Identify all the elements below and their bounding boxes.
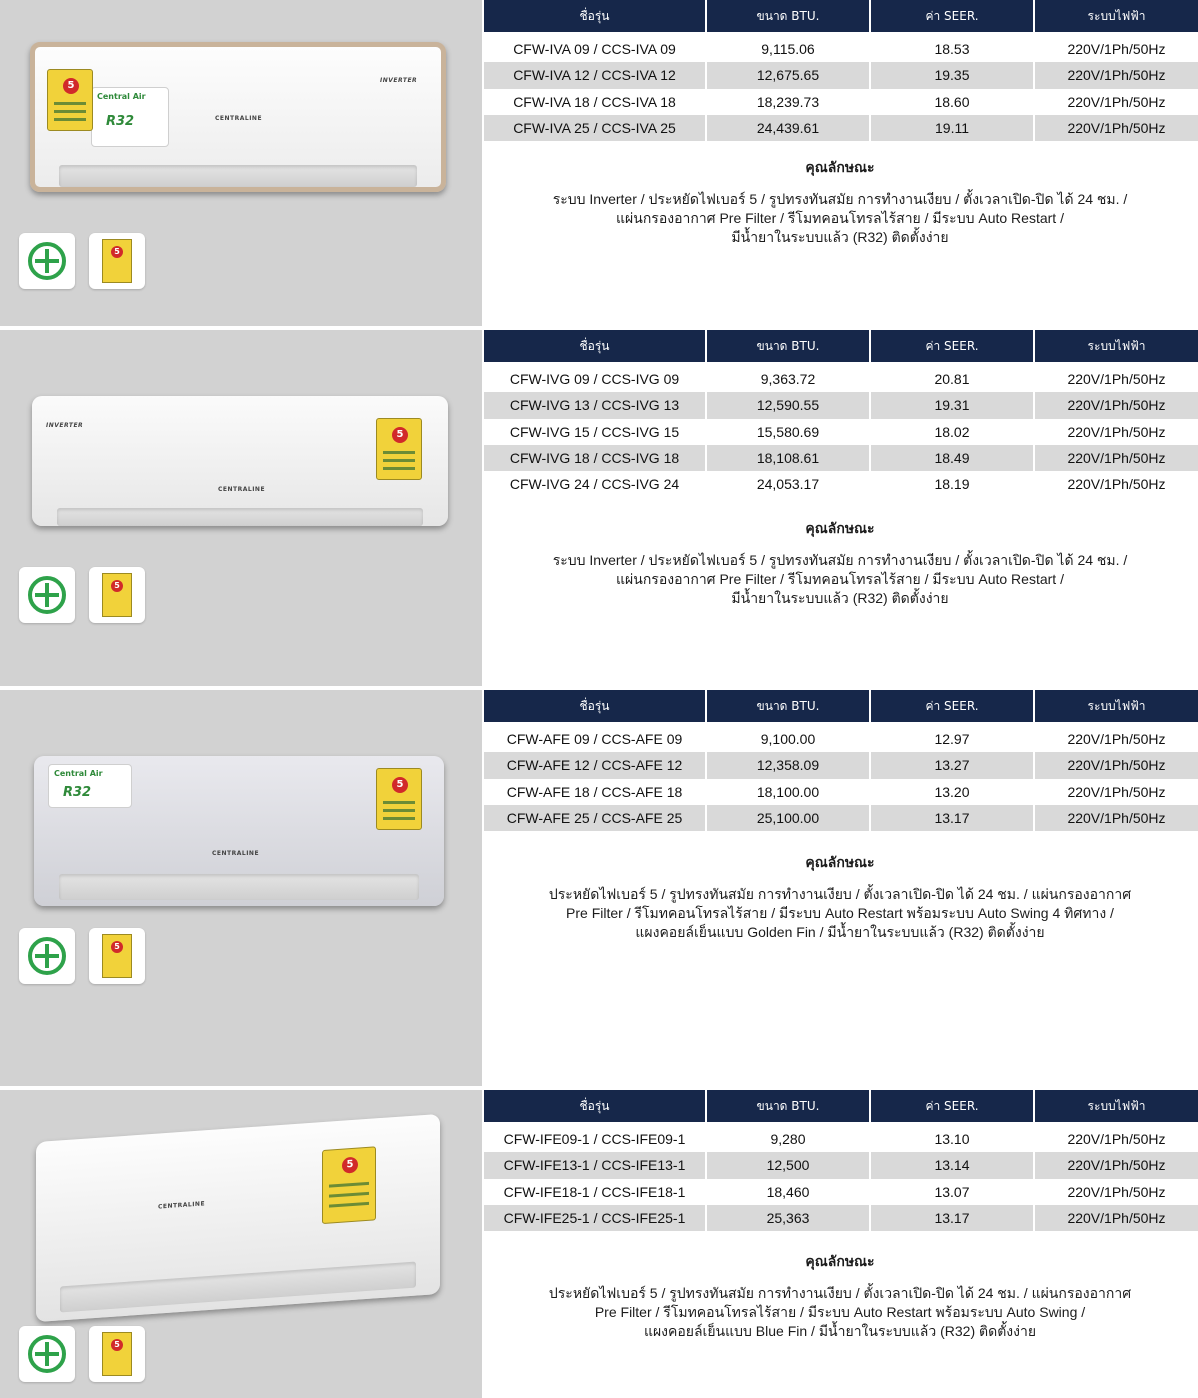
- inverter-mark: INVERTER: [46, 422, 84, 429]
- brand-mark: CENTRALINE: [212, 850, 260, 857]
- cell-btu: 15,580.69: [707, 419, 871, 445]
- air-vent: [59, 874, 420, 900]
- header-model: ชื่อรุ่น: [484, 690, 707, 722]
- cell-btu: 18,100.00: [707, 779, 871, 805]
- product-image-panel: [0, 0, 482, 326]
- product-section-4: [0, 1090, 1198, 1398]
- spec-table: [484, 690, 1198, 831]
- cell-seer: 13.17: [871, 1205, 1035, 1231]
- cell-btu: 24,439.61: [707, 115, 871, 141]
- table-row: [484, 471, 1198, 497]
- table-row: [484, 805, 1198, 831]
- brand-mark: CENTRALINE: [158, 1200, 206, 1211]
- cell-btu: 12,358.09: [707, 752, 871, 778]
- air-conditioner-image: [30, 42, 446, 192]
- brand-mark: CENTRALINE: [215, 115, 263, 122]
- product-section-2: [0, 330, 1198, 686]
- cell-power: 220V/1Ph/50Hz: [1035, 726, 1198, 752]
- cell-model: CFW-IFE25-1 / CCS-IFE25-1: [484, 1205, 707, 1231]
- cell-seer: 19.11: [871, 115, 1035, 141]
- cell-power: 220V/1Ph/50Hz: [1035, 1126, 1198, 1152]
- cell-model: CFW-IVA 18 / CCS-IVA 18: [484, 89, 707, 115]
- header-power: ระบบไฟฟ้า: [1035, 690, 1198, 722]
- cell-power: 220V/1Ph/50Hz: [1035, 62, 1198, 88]
- features-line: มีน้ำยาในระบบแล้ว (R32) ติดตั้งง่าย: [731, 590, 949, 606]
- energy-label-badge-icon: 5: [89, 928, 145, 984]
- green-label-badge-icon: [19, 233, 75, 289]
- table-row: [484, 779, 1198, 805]
- cell-power: 220V/1Ph/50Hz: [1035, 1179, 1198, 1205]
- cell-model: CFW-IVG 24 / CCS-IVG 24: [484, 471, 707, 497]
- cell-btu: 12,590.55: [707, 392, 871, 418]
- features-text: [522, 1284, 1158, 1341]
- spec-table: [484, 330, 1198, 497]
- cell-power: 220V/1Ph/50Hz: [1035, 36, 1198, 62]
- header-btu: ขนาด BTU.: [707, 330, 871, 362]
- cell-btu: 25,100.00: [707, 805, 871, 831]
- green-label-badge-icon: [19, 928, 75, 984]
- cell-model: CFW-IVG 13 / CCS-IVG 13: [484, 392, 707, 418]
- header-power: ระบบไฟฟ้า: [1035, 0, 1198, 32]
- cell-btu: 12,675.65: [707, 62, 871, 88]
- r32-sticker: [48, 764, 132, 808]
- cell-model: CFW-IVA 12 / CCS-IVA 12: [484, 62, 707, 88]
- cell-btu: 9,280: [707, 1126, 871, 1152]
- table-row: [484, 36, 1198, 62]
- cell-model: CFW-AFE 18 / CCS-AFE 18: [484, 779, 707, 805]
- cell-model: CFW-IVG 15 / CCS-IVG 15: [484, 419, 707, 445]
- product-image-panel: [0, 1090, 482, 1398]
- features-line: แผงคอยล์เย็นแบบ Blue Fin / มีน้ำยาในระบบแล้ว (R32) ติดตั้งง่าย: [643, 1323, 1037, 1339]
- header-btu: ขนาด BTU.: [707, 690, 871, 722]
- cell-seer: 13.17: [871, 805, 1035, 831]
- air-vent: [59, 165, 416, 187]
- spec-panel: [482, 1090, 1198, 1398]
- green-label-badge-icon: [19, 1326, 75, 1382]
- cell-btu: 18,108.61: [707, 445, 871, 471]
- features-text: [522, 551, 1158, 608]
- table-row: [484, 752, 1198, 778]
- cell-power: 220V/1Ph/50Hz: [1035, 805, 1198, 831]
- air-vent: [57, 508, 423, 526]
- header-model: ชื่อรุ่น: [484, 1090, 707, 1122]
- inverter-mark: INVERTER: [380, 77, 418, 84]
- features-line: Pre Filter / รีโมทคอนโทรลไร้สาย / มีระบบ Auto Restart พร้อมระบบ Auto Swing 4 ทิศทาง /: [566, 905, 1114, 921]
- header-seer: ค่า SEER.: [871, 690, 1035, 722]
- air-conditioner-image: [34, 756, 444, 906]
- cell-model: CFW-IVG 09 / CCS-IVG 09: [484, 366, 707, 392]
- product-image-panel: [0, 330, 482, 686]
- cell-model: CFW-IVA 09 / CCS-IVA 09: [484, 36, 707, 62]
- table-row: [484, 366, 1198, 392]
- table-row: [484, 1126, 1198, 1152]
- air-vent: [60, 1262, 416, 1313]
- cell-seer: 18.49: [871, 445, 1035, 471]
- cell-power: 220V/1Ph/50Hz: [1035, 1152, 1198, 1178]
- header-power: ระบบไฟฟ้า: [1035, 1090, 1198, 1122]
- spec-panel: [482, 690, 1198, 1086]
- spec-panel: [482, 330, 1198, 686]
- cell-seer: 18.53: [871, 36, 1035, 62]
- table-row: [484, 62, 1198, 88]
- table-row: [484, 1179, 1198, 1205]
- cell-seer: 18.60: [871, 89, 1035, 115]
- cell-power: 220V/1Ph/50Hz: [1035, 366, 1198, 392]
- cell-power: 220V/1Ph/50Hz: [1035, 392, 1198, 418]
- cell-seer: 13.14: [871, 1152, 1035, 1178]
- cell-model: CFW-IFE18-1 / CCS-IFE18-1: [484, 1179, 707, 1205]
- cell-seer: 18.02: [871, 419, 1035, 445]
- header-power: ระบบไฟฟ้า: [1035, 330, 1198, 362]
- table-row: [484, 1205, 1198, 1231]
- cell-btu: 24,053.17: [707, 471, 871, 497]
- features-line: แผงคอยล์เย็นแบบ Golden Fin / มีน้ำยาในระบบแล้ว (R32) ติดตั้งง่าย: [635, 924, 1045, 940]
- table-row: [484, 89, 1198, 115]
- energy-label-badge-icon: 5: [89, 1326, 145, 1382]
- cell-seer: 13.27: [871, 752, 1035, 778]
- cell-power: 220V/1Ph/50Hz: [1035, 752, 1198, 778]
- cell-btu: 12,500: [707, 1152, 871, 1178]
- spec-table: [484, 1090, 1198, 1231]
- features-title: คุณลักษณะ: [805, 160, 875, 176]
- features-title: คุณลักษณะ: [805, 1254, 875, 1270]
- table-row: [484, 726, 1198, 752]
- cell-btu: 18,239.73: [707, 89, 871, 115]
- features-text: [522, 885, 1158, 942]
- energy-label-badge-icon: 5: [89, 567, 145, 623]
- features-line: แผ่นกรองอากาศ Pre Filter / รีโมทคอนโทรลไร้สาย / มีระบบ Auto Restart /: [616, 210, 1064, 226]
- cell-power: 220V/1Ph/50Hz: [1035, 471, 1198, 497]
- sticker-r32: R32: [106, 114, 135, 129]
- cell-seer: 13.07: [871, 1179, 1035, 1205]
- cell-power: 220V/1Ph/50Hz: [1035, 115, 1198, 141]
- header-btu: ขนาด BTU.: [707, 0, 871, 32]
- table-row: [484, 445, 1198, 471]
- table-row: [484, 419, 1198, 445]
- cell-model: CFW-IFE09-1 / CCS-IFE09-1: [484, 1126, 707, 1152]
- air-conditioner-image: [32, 396, 448, 526]
- spec-table: [484, 0, 1198, 141]
- product-section-3: [0, 690, 1198, 1086]
- cell-seer: 13.10: [871, 1126, 1035, 1152]
- cell-power: 220V/1Ph/50Hz: [1035, 89, 1198, 115]
- header-btu: ขนาด BTU.: [707, 1090, 871, 1122]
- header-model: ชื่อรุ่น: [484, 330, 707, 362]
- product-section-1: [0, 0, 1198, 326]
- cell-power: 220V/1Ph/50Hz: [1035, 419, 1198, 445]
- cell-seer: 12.97: [871, 726, 1035, 752]
- cell-btu: 9,363.72: [707, 366, 871, 392]
- cell-seer: 13.20: [871, 779, 1035, 805]
- cell-btu: 9,100.00: [707, 726, 871, 752]
- features-text: [522, 190, 1158, 247]
- features-line: Pre Filter / รีโมทคอนโทรลไร้สาย / มีระบบ Auto Restart พร้อมระบบ Auto Swing /: [594, 1304, 1086, 1320]
- features-line: มีน้ำยาในระบบแล้ว (R32) ติดตั้งง่าย: [731, 229, 949, 245]
- cell-model: CFW-IVG 18 / CCS-IVG 18: [484, 445, 707, 471]
- cell-seer: 19.31: [871, 392, 1035, 418]
- cell-btu: 18,460: [707, 1179, 871, 1205]
- spec-panel: [482, 0, 1198, 326]
- header-seer: ค่า SEER.: [871, 0, 1035, 32]
- green-label-badge-icon: [19, 567, 75, 623]
- cell-btu: 25,363: [707, 1205, 871, 1231]
- features-title: คุณลักษณะ: [805, 855, 875, 871]
- cell-model: CFW-AFE 25 / CCS-AFE 25: [484, 805, 707, 831]
- header-seer: ค่า SEER.: [871, 330, 1035, 362]
- energy-label-icon: 5: [376, 768, 422, 830]
- cell-power: 220V/1Ph/50Hz: [1035, 445, 1198, 471]
- r32-sticker: [91, 87, 169, 147]
- sticker-text: Central Air: [54, 769, 103, 778]
- cell-power: 220V/1Ph/50Hz: [1035, 779, 1198, 805]
- features-title: คุณลักษณะ: [805, 521, 875, 537]
- cell-seer: 20.81: [871, 366, 1035, 392]
- brand-mark: CENTRALINE: [218, 486, 266, 493]
- cell-seer: 18.19: [871, 471, 1035, 497]
- cell-model: CFW-AFE 09 / CCS-AFE 09: [484, 726, 707, 752]
- features-line: ระบบ Inverter / ประหยัดไฟเบอร์ 5 / รูปทรงทันสมัย การทำงานเงียบ / ตั้งเวลาเปิด-ปิด ได้ 24 ชม. /: [552, 552, 1128, 568]
- features-line: ประหยัดไฟเบอร์ 5 / รูปทรงทันสมัย การทำงานเงียบ / ตั้งเวลาเปิด-ปิด ได้ 24 ชม. / แผ่นกรองอากาศ: [548, 1285, 1132, 1301]
- energy-label-icon: 5: [322, 1146, 376, 1224]
- cell-model: CFW-AFE 12 / CCS-AFE 12: [484, 752, 707, 778]
- cell-model: CFW-IVA 25 / CCS-IVA 25: [484, 115, 707, 141]
- air-conditioner-image: [36, 1114, 440, 1322]
- sticker-text: Central Air: [97, 92, 146, 101]
- features-line: แผ่นกรองอากาศ Pre Filter / รีโมทคอนโทรลไร้สาย / มีระบบ Auto Restart /: [616, 571, 1064, 587]
- table-row: [484, 1152, 1198, 1178]
- cell-seer: 19.35: [871, 62, 1035, 88]
- energy-label-icon: 5: [47, 69, 93, 131]
- features-line: ประหยัดไฟเบอร์ 5 / รูปทรงทันสมัย การทำงานเงียบ / ตั้งเวลาเปิด-ปิด ได้ 24 ชม. / แผ่นกรองอากาศ: [548, 886, 1132, 902]
- product-image-panel: [0, 690, 482, 1086]
- header-seer: ค่า SEER.: [871, 1090, 1035, 1122]
- header-model: ชื่อรุ่น: [484, 0, 707, 32]
- cell-power: 220V/1Ph/50Hz: [1035, 1205, 1198, 1231]
- cell-btu: 9,115.06: [707, 36, 871, 62]
- features-line: ระบบ Inverter / ประหยัดไฟเบอร์ 5 / รูปทรงทันสมัย การทำงานเงียบ / ตั้งเวลาเปิด-ปิด ได้ 24 ชม. /: [552, 191, 1128, 207]
- table-row: [484, 115, 1198, 141]
- energy-label-badge-icon: 5: [89, 233, 145, 289]
- table-row: [484, 392, 1198, 418]
- cell-model: CFW-IFE13-1 / CCS-IFE13-1: [484, 1152, 707, 1178]
- energy-label-icon: 5: [376, 418, 422, 480]
- sticker-r32: R32: [63, 785, 92, 800]
